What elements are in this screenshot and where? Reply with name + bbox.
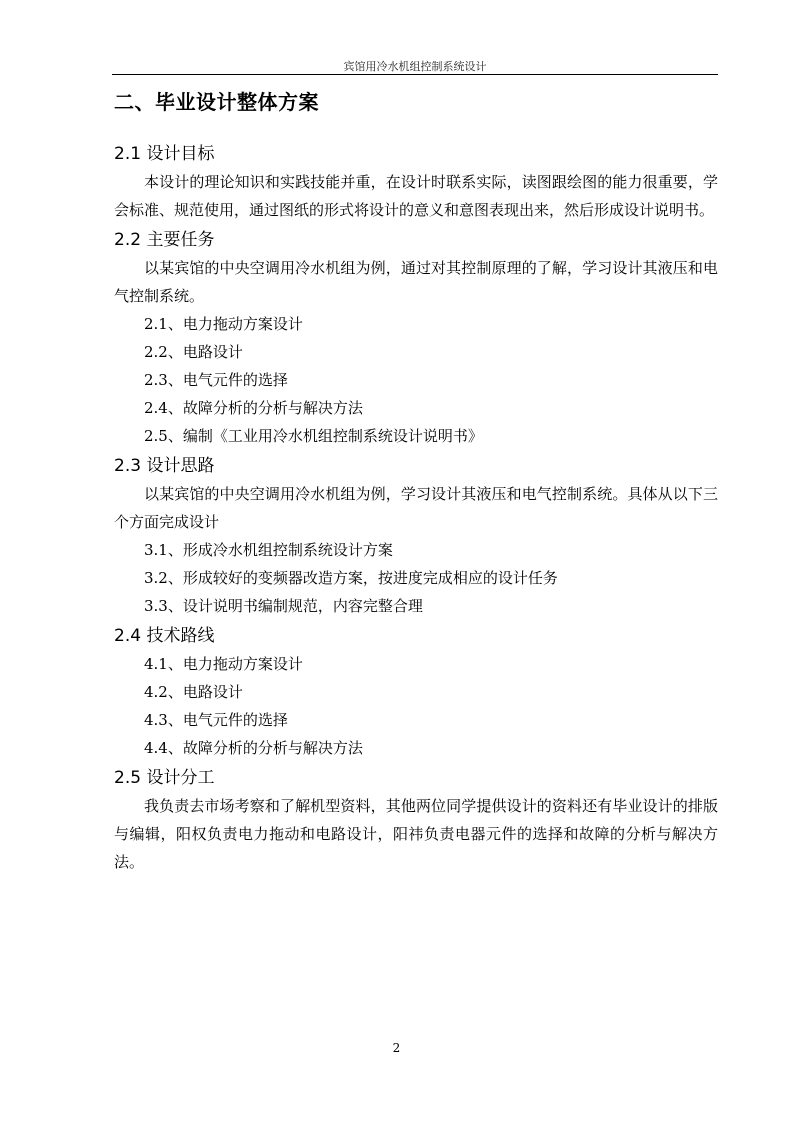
list-item: 2.1、电力拖动方案设计 [144, 315, 303, 333]
document-body [114, 138, 718, 876]
approach-list [114, 536, 718, 620]
section-main-tasks [114, 226, 718, 450]
list-item: 4.2、电路设计 [144, 683, 243, 701]
list-item: 2.3、电气元件的选择 [144, 371, 288, 389]
paragraph: 以某宾馆的中央空调用冷水机组为例，通过对其控制原理的了解，学习设计其液压和电气控制系统。 [114, 259, 718, 305]
running-header: 宾馆用冷水机组控制系统设计 [343, 60, 487, 73]
paragraph: 以某宾馆的中央空调用冷水机组为例，学习设计其液压和电气控制系统。具体从以下三个方面完成设计 [114, 485, 718, 531]
section-design-approach [114, 452, 718, 620]
list-item: 3.1、形成冷水机组控制系统设计方案 [144, 541, 393, 559]
list-item: 3.3、设计说明书编制规范，内容完整合理 [144, 597, 423, 615]
list-item: 4.3、电气元件的选择 [144, 711, 288, 729]
section-heading: 2.5 设计分工 [114, 768, 215, 788]
list-item: 3.2、形成较好的变频器改造方案，按进度完成相应的设计任务 [144, 569, 558, 587]
header-rule [112, 74, 718, 75]
section-technical-route [114, 622, 718, 762]
list-item: 2.4、故障分析的分析与解决方法 [144, 399, 363, 417]
section-heading: 2.2 主要任务 [114, 230, 215, 250]
list-item: 2.2、电路设计 [144, 343, 243, 361]
list-item: 4.4、故障分析的分析与解决方法 [144, 739, 363, 757]
chapter-title: 二、毕业设计整体方案 [114, 90, 319, 114]
paragraph: 本设计的理论知识和实践技能并重，在设计时联系实际，读图跟绘图的能力很重要，学会标准、规范使用，通过图纸的形式将设计的意义和意图表现出来，然后形成设计说明书。 [114, 173, 718, 219]
task-list [114, 310, 718, 450]
section-heading: 2.1 设计目标 [114, 144, 215, 164]
route-list [114, 650, 718, 762]
section-design-goal [114, 140, 718, 224]
section-heading: 2.3 设计思路 [114, 456, 215, 476]
section-division-of-work [114, 764, 718, 876]
list-item: 4.1、电力拖动方案设计 [144, 655, 303, 673]
page-number: 2 [392, 1041, 401, 1055]
list-item: 2.5、编制《工业用冷水机组控制系统设计说明书》 [144, 427, 483, 445]
paragraph: 我负责去市场考察和了解机型资料，其他两位同学提供设计的资料还有毕业设计的排版与编辑，阳权负责电力拖动和电路设计，阳祎负责电器元件的选择和故障的分析与解决方法。 [114, 797, 718, 871]
section-heading: 2.4 技术路线 [114, 626, 215, 646]
